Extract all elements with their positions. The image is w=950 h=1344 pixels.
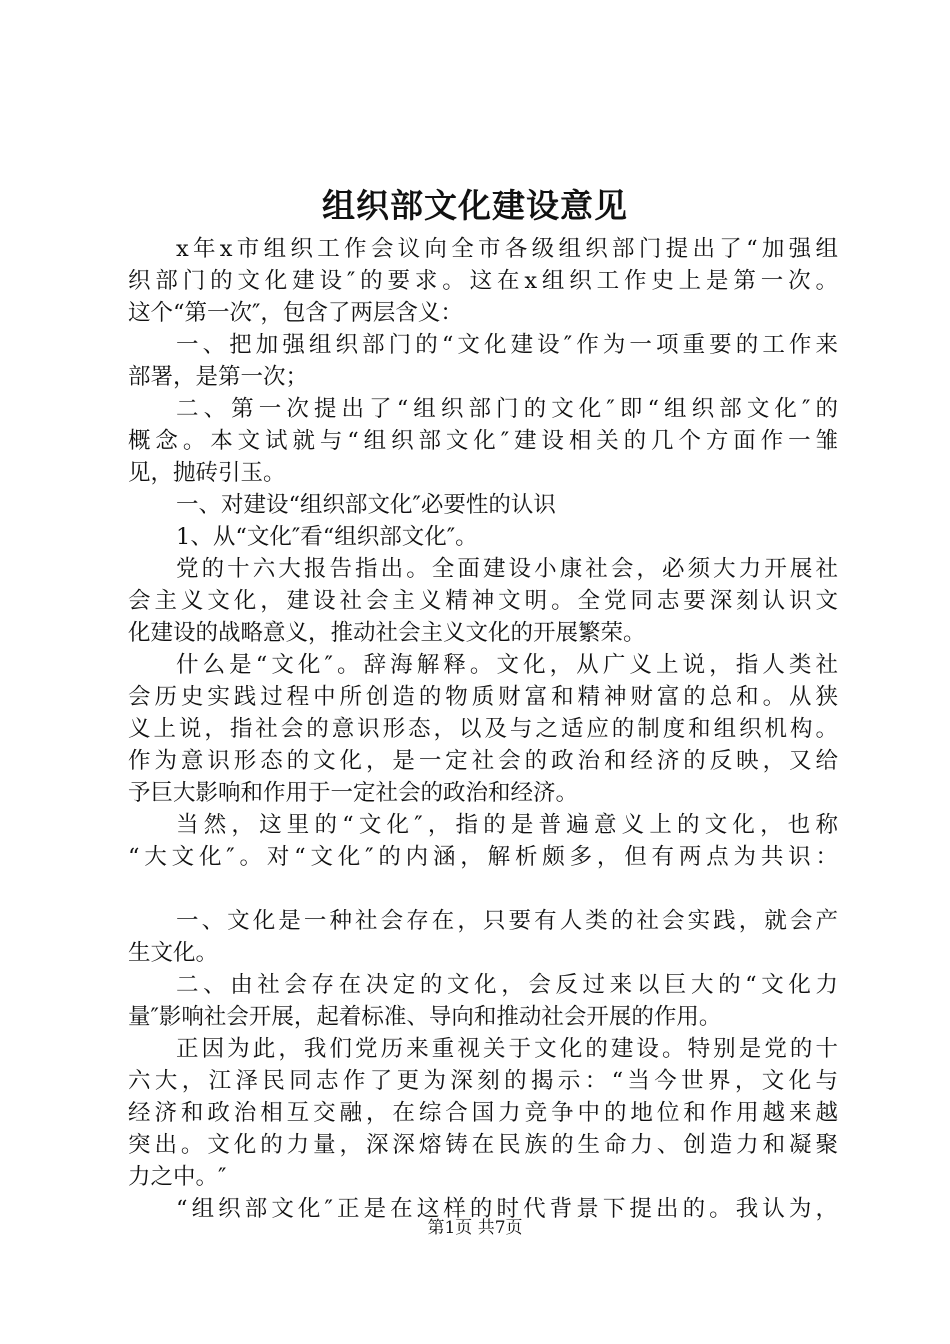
document-title: 组织部文化建设意见 (322, 186, 628, 225)
page-footer: 第1页 共7页 (427, 1218, 523, 1238)
text-line: 一、把加强组织部门的“文化建设″作为一项重要的工作来 (176, 332, 838, 358)
text-line: 一、对建设“组织部文化″必要性的认识 (176, 492, 556, 518)
text-line: 织部门的文化建设″的要求。这在x组织工作史上是第一次。 (128, 268, 838, 294)
text-line: 生文化。 (128, 940, 219, 966)
text-line: 会历史实践过程中所创造的物质财富和精神财富的总和。从狭 (128, 684, 838, 710)
document-body (128, 233, 838, 1225)
text-line: 部署，是第一次； (128, 364, 309, 390)
text-line: 义上说，指社会的意识形态，以及与之适应的制度和组织机构。 (128, 716, 838, 742)
text-line: 经济和政治相互交融，在综合国力竞争中的地位和作用越来越 (128, 1100, 838, 1126)
text-line: 见，抛砖引玉。 (128, 460, 286, 486)
text-line: 突出。文化的力量，深深熔铸在民族的生命力、创造力和凝聚 (128, 1132, 838, 1158)
text-line: 当然，这里的“文化″，指的是普遍意义上的文化，也称 (176, 812, 838, 838)
blank-line (128, 873, 838, 905)
text-line: 二、由社会存在决定的文化，会反过来以巨大的“文化力 (176, 972, 838, 998)
text-line: 二、第一次提出了“组织部门的文化″即“组织部文化″的 (176, 396, 838, 422)
text-line: 正因为此，我们党历来重视关于文化的建设。特别是党的十 (176, 1036, 838, 1062)
text-line: 概念。本文试就与“组织部文化″建设相关的几个方面作一雏 (128, 428, 838, 454)
text-line: “大文化″。对“文化″的内涵，解析颇多，但有两点为共识： (128, 844, 838, 870)
text-line: 六大，江泽民同志作了更为深刻的揭示：“当今世界，文化与 (128, 1068, 838, 1094)
text-line: 1、从“文化″看“组织部文化″。 (176, 524, 478, 550)
text-line: 这个“第一次″，包含了两层含义： (128, 300, 463, 326)
text-line: 会主义文化，建设社会主义精神文明。全党同志要深刻认识文 (128, 588, 838, 614)
text-line: 力之中。″ (128, 1164, 227, 1190)
text-line: x年x市组织工作会议向全市各级组织部门提出了“加强组 (176, 236, 838, 262)
text-line: 党的十六大报告指出。全面建设小康社会，必须大力开展社 (176, 556, 838, 582)
text-line: 什么是“文化″。辞海解释。文化，从广义上说，指人类社 (176, 652, 838, 678)
text-line: 作为意识形态的文化，是一定社会的政治和经济的反映，又给 (128, 748, 838, 774)
text-line: 化建设的战略意义，推动社会主义文化的开展繁荣。 (128, 620, 646, 646)
text-line: 量″影响社会开展，起着标准、导向和推动社会开展的作用。 (128, 1004, 722, 1030)
text-line: 予巨大影响和作用于一定社会的政治和经济。 (128, 780, 579, 806)
text-line: “组织部文化″正是在这样的时代背景下提出的。我认为， (176, 1196, 838, 1222)
text-line: 一、文化是一种社会存在，只要有人类的社会实践，就会产 (176, 908, 838, 934)
